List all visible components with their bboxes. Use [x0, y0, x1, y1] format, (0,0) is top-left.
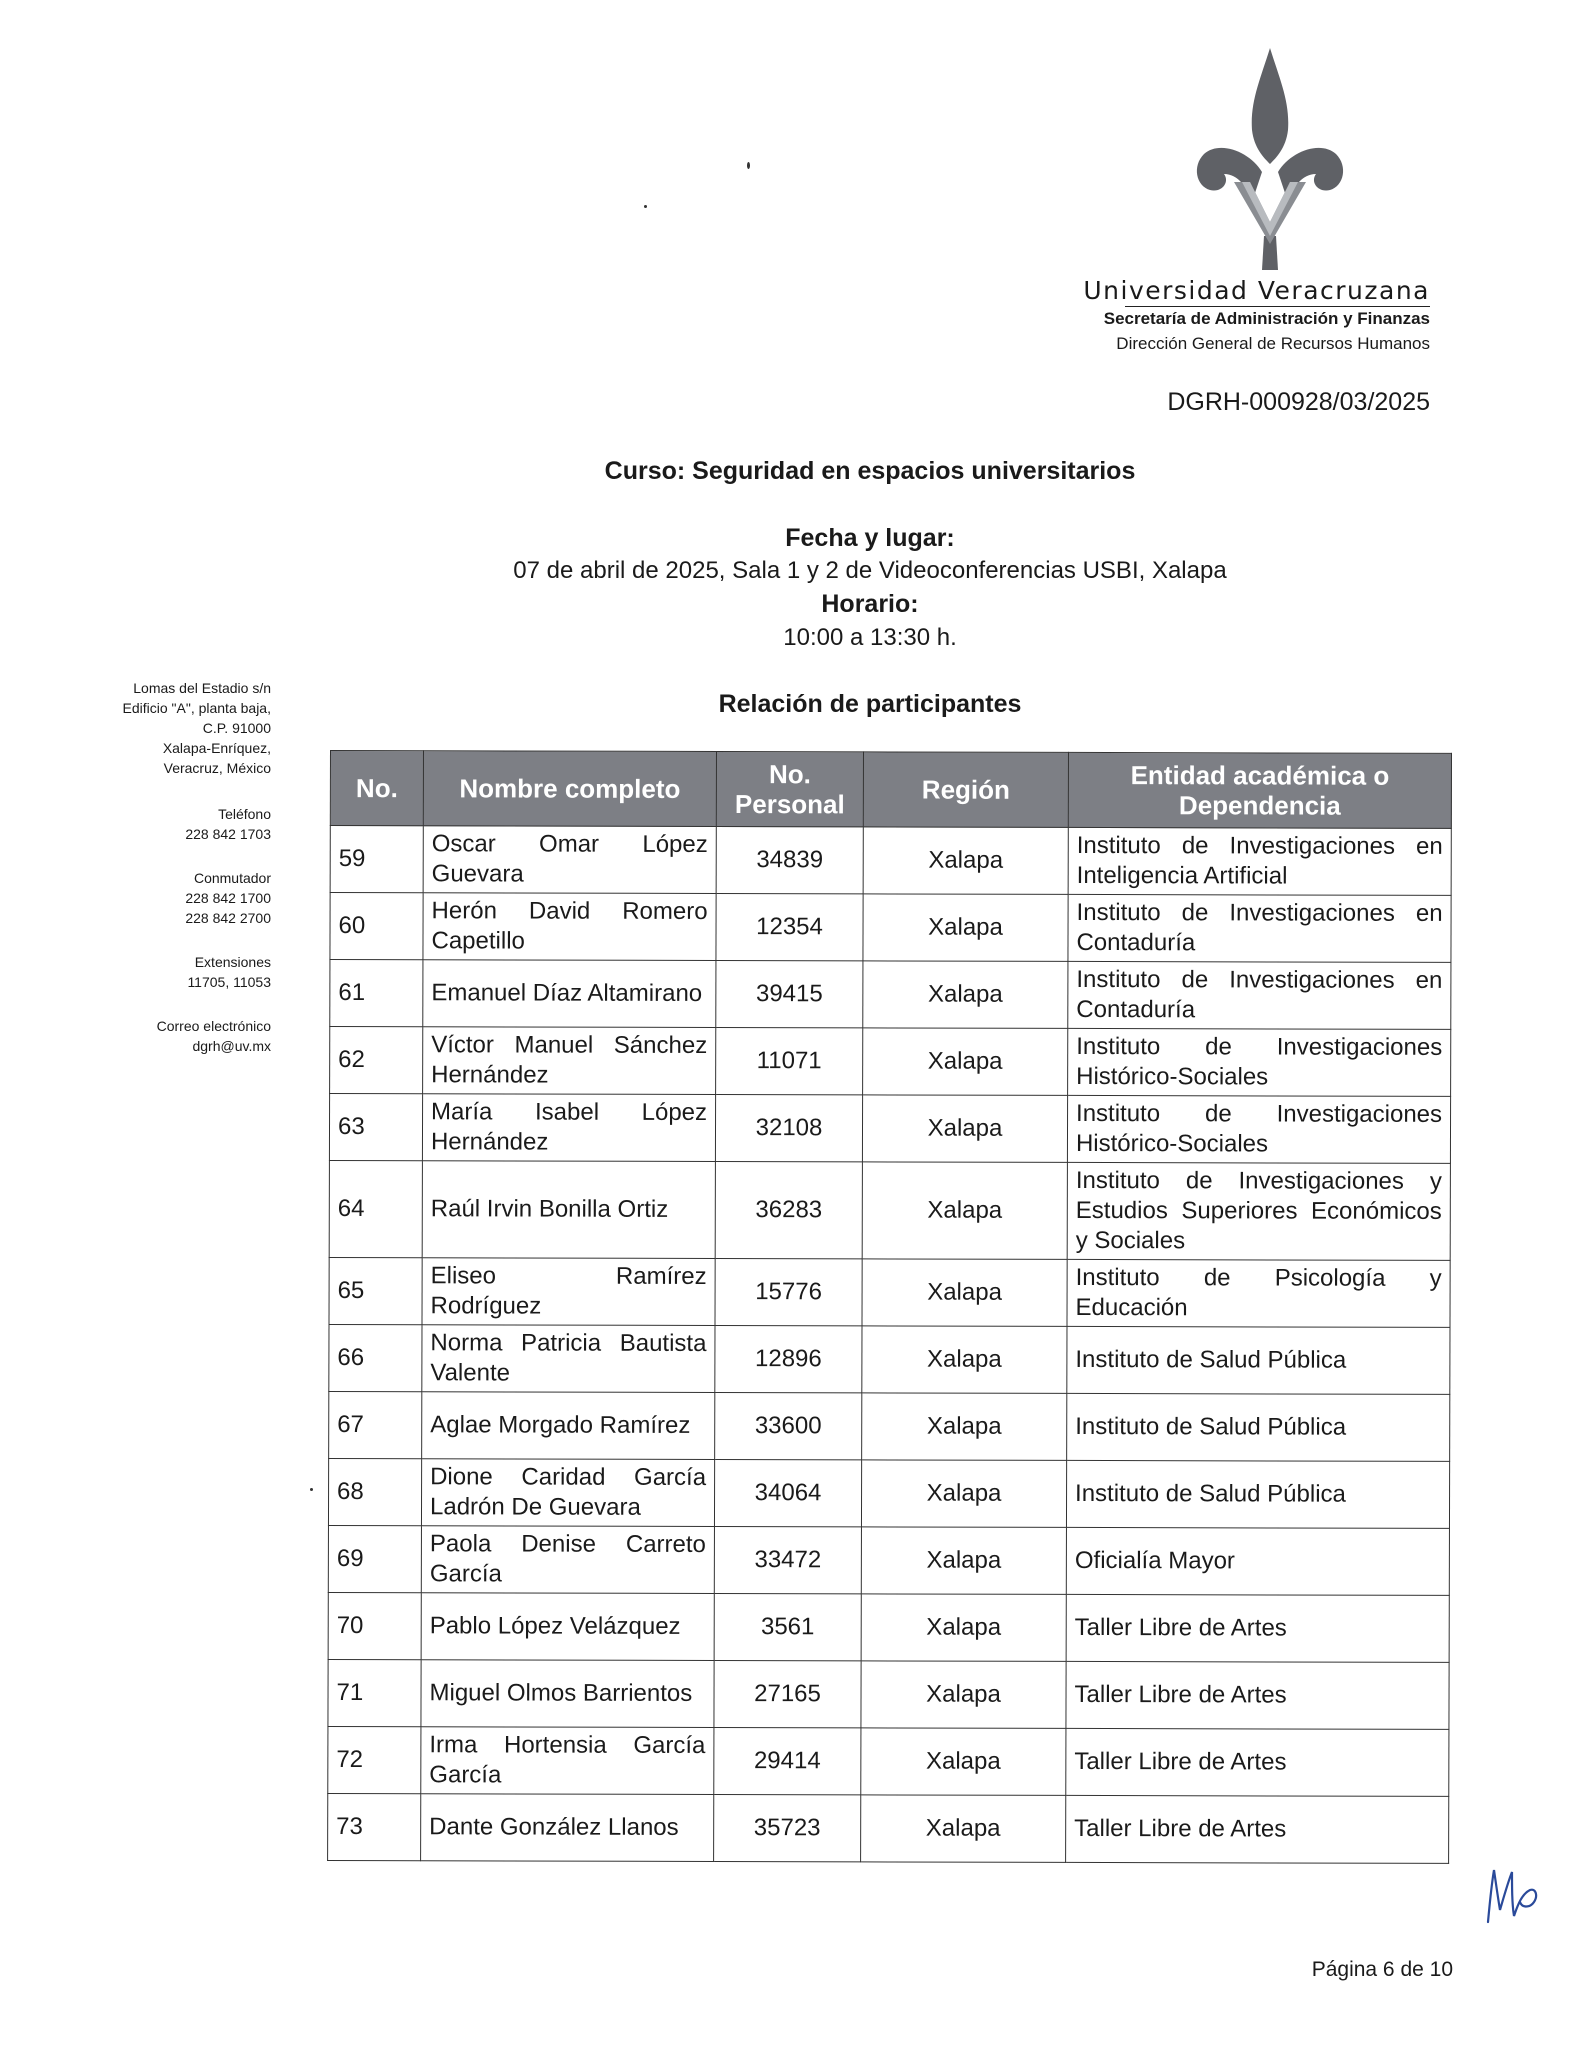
course-title: Curso: Seguridad en espacios universitarios	[604, 457, 1136, 485]
university-name: Universidad Veracruzana	[1083, 276, 1430, 305]
cell-personal: 34064	[714, 1460, 861, 1527]
table-row	[330, 960, 1451, 1030]
cell-no: 59	[330, 826, 423, 893]
cell-entity: Taller Libre de Artes	[1066, 1661, 1449, 1729]
cell-no: 63	[329, 1094, 422, 1161]
table-row	[329, 1094, 1450, 1164]
cell-name: María Isabel López Hernández	[422, 1094, 715, 1162]
cell-region: Xalapa	[863, 827, 1068, 895]
cell-entity: Instituto de Salud Pública	[1067, 1326, 1450, 1394]
cell-personal: 39415	[716, 961, 863, 1028]
cell-personal: 33600	[715, 1393, 862, 1460]
date-label: Fecha y lugar:	[785, 524, 955, 552]
header-entity: Entidad académica o Dependencia	[1068, 752, 1451, 828]
cell-no: 65	[329, 1257, 422, 1324]
extensions-label: Extensiones	[194, 954, 271, 970]
cell-no: 70	[328, 1592, 421, 1659]
cell-no: 66	[329, 1324, 422, 1391]
cell-entity: Instituto de Investigaciones en Contaduría	[1068, 961, 1451, 1029]
switchboard-label: Conmutador	[193, 870, 271, 886]
cell-region: Xalapa	[862, 1326, 1067, 1394]
sidebar-address	[123, 678, 271, 778]
address-line: Veracruz, México	[163, 760, 271, 776]
cell-entity: Instituto de Investigaciones Histórico-Sociales	[1068, 1028, 1451, 1096]
cell-entity: Taller Libre de Artes	[1066, 1795, 1449, 1863]
header-no: No.	[330, 751, 423, 826]
participants-table	[327, 750, 1452, 1864]
cell-name: Oscar Omar López Guevara	[423, 826, 716, 894]
cell-personal: 29414	[714, 1728, 861, 1795]
cell-region: Xalapa	[861, 1527, 1066, 1595]
scan-speck	[310, 1488, 313, 1491]
scan-speck	[747, 162, 750, 169]
email-value: dgrh@uv.mx	[192, 1038, 271, 1054]
address-line: C.P. 91000	[202, 720, 271, 736]
cell-entity: Taller Libre de Artes	[1066, 1594, 1449, 1662]
cell-region: Xalapa	[861, 1460, 1066, 1528]
cell-entity: Instituto de Salud Pública	[1066, 1460, 1449, 1528]
cell-personal: 12896	[715, 1326, 862, 1393]
cell-entity: Instituto de Investigaciones Histórico-Sociales	[1067, 1095, 1450, 1163]
phone-label: Teléfono	[218, 806, 271, 822]
sidebar-email	[157, 1016, 271, 1056]
cell-name: Eliseo Ramírez Rodríguez	[422, 1258, 715, 1326]
cell-entity: Instituto de Salud Pública	[1067, 1393, 1450, 1461]
table-row	[329, 1324, 1450, 1394]
cell-region: Xalapa	[862, 1162, 1067, 1260]
cell-name: Pablo López Velázquez	[421, 1593, 714, 1661]
cell-no: 73	[328, 1793, 421, 1860]
cell-no: 71	[328, 1659, 421, 1726]
sidebar-extensions	[187, 952, 271, 992]
handwritten-initials	[1482, 1860, 1542, 1930]
table-row	[329, 1391, 1450, 1461]
table-row	[328, 1726, 1449, 1796]
switchboard-number: 228 842 1700	[185, 890, 271, 906]
cell-name: Dione Caridad García Ladrón De Guevara	[421, 1459, 714, 1527]
cell-region: Xalapa	[862, 1095, 1067, 1163]
table-row	[330, 893, 1451, 963]
table-row	[328, 1793, 1449, 1863]
cell-personal: 36283	[715, 1162, 862, 1259]
table-row	[328, 1525, 1449, 1595]
cell-no: 61	[330, 960, 423, 1027]
cell-region: Xalapa	[863, 894, 1068, 962]
date-value: 07 de abril de 2025, Sala 1 y 2 de Videoconferencias USBI, Xalapa	[513, 557, 1227, 584]
address-line: Lomas del Estadio s/n	[133, 680, 271, 696]
cell-region: Xalapa	[861, 1594, 1066, 1662]
sidebar-switchboard	[185, 868, 271, 928]
cell-region: Xalapa	[863, 1028, 1068, 1096]
cell-name: Norma Patricia Bautista Valente	[422, 1325, 715, 1393]
cell-entity: Instituto de Investigaciones en Contaduría	[1068, 894, 1451, 962]
switchboard-number: 228 842 2700	[185, 910, 271, 926]
cell-no: 62	[330, 1027, 423, 1094]
cell-region: Xalapa	[862, 1259, 1067, 1327]
cell-personal: 27165	[714, 1661, 861, 1728]
table-row	[330, 1027, 1451, 1097]
cell-entity: Taller Libre de Artes	[1066, 1728, 1449, 1796]
cell-personal: 35723	[714, 1795, 861, 1862]
table-row	[328, 1659, 1449, 1729]
cell-name: Víctor Manuel Sánchez Hernández	[423, 1027, 716, 1095]
sidebar-phone	[185, 804, 271, 844]
cell-personal: 3561	[714, 1594, 861, 1661]
cell-entity: Oficialía Mayor	[1066, 1527, 1449, 1595]
cell-no: 60	[330, 893, 423, 960]
page-number: Página 6 de 10	[1311, 1958, 1453, 1981]
cell-no: 68	[328, 1458, 421, 1525]
cell-personal: 12354	[716, 894, 863, 961]
address-line: Xalapa-Enríquez,	[162, 740, 271, 756]
cell-region: Xalapa	[861, 1728, 1066, 1796]
cell-no: 69	[328, 1525, 421, 1592]
document-reference: DGRH-000928/03/2025	[1167, 388, 1430, 416]
table-header-row	[330, 751, 1451, 829]
cell-personal: 11071	[716, 1028, 863, 1095]
cell-name: Miguel Olmos Barrientos	[421, 1660, 714, 1728]
header-region: Región	[863, 752, 1068, 828]
university-logo	[1190, 40, 1350, 275]
direction-name: Dirección General de Recursos Humanos	[1116, 334, 1430, 353]
header-divider	[1125, 306, 1430, 307]
cell-entity: Instituto de Investigaciones y Estudios Superiores Económicos y Sociales	[1067, 1162, 1450, 1260]
schedule-value: 10:00 a 13:30 h.	[783, 624, 957, 651]
cell-name: Raúl Irvin Bonilla Ortiz	[422, 1161, 715, 1259]
cell-personal: 33472	[714, 1527, 861, 1594]
table-row	[330, 826, 1451, 896]
cell-name: Herón David Romero Capetillo	[423, 893, 716, 961]
phone-number: 228 842 1703	[185, 826, 271, 842]
scan-speck	[644, 205, 647, 208]
cell-entity: Instituto de Psicología y Educación	[1067, 1259, 1450, 1327]
cell-name: Irma Hortensia García García	[421, 1727, 714, 1795]
table-row	[329, 1257, 1450, 1327]
cell-entity: Instituto de Investigaciones en Inteligencia Artificial	[1068, 827, 1451, 895]
secretariat-name: Secretaría de Administración y Finanzas	[1103, 309, 1430, 328]
cell-no: 67	[329, 1391, 422, 1458]
cell-personal: 32108	[715, 1095, 862, 1162]
cell-name: Paola Denise Carreto García	[421, 1526, 714, 1594]
cell-region: Xalapa	[861, 1661, 1066, 1729]
cell-name: Emanuel Díaz Altamirano	[423, 960, 716, 1028]
cell-no: 72	[328, 1726, 421, 1793]
cell-region: Xalapa	[861, 1795, 1066, 1863]
cell-personal: 15776	[715, 1259, 862, 1326]
extensions-value: 11705, 11053	[187, 974, 271, 990]
cell-region: Xalapa	[863, 961, 1068, 1029]
cell-name: Aglae Morgado Ramírez	[422, 1392, 715, 1460]
cell-region: Xalapa	[862, 1393, 1067, 1461]
table-row	[328, 1592, 1449, 1662]
header-name: Nombre completo	[423, 751, 716, 827]
participants-list-title: Relación de participantes	[718, 690, 1022, 718]
table-row	[328, 1458, 1449, 1528]
cell-name: Dante González Llanos	[421, 1794, 714, 1862]
cell-personal: 34839	[716, 827, 863, 894]
cell-no: 64	[329, 1160, 422, 1257]
table-row	[329, 1160, 1450, 1260]
address-line: Edificio "A", planta baja,	[122, 700, 271, 716]
header-personal: No. Personal	[716, 752, 863, 827]
schedule-label: Horario:	[821, 590, 919, 618]
email-label: Correo electrónico	[156, 1018, 271, 1034]
